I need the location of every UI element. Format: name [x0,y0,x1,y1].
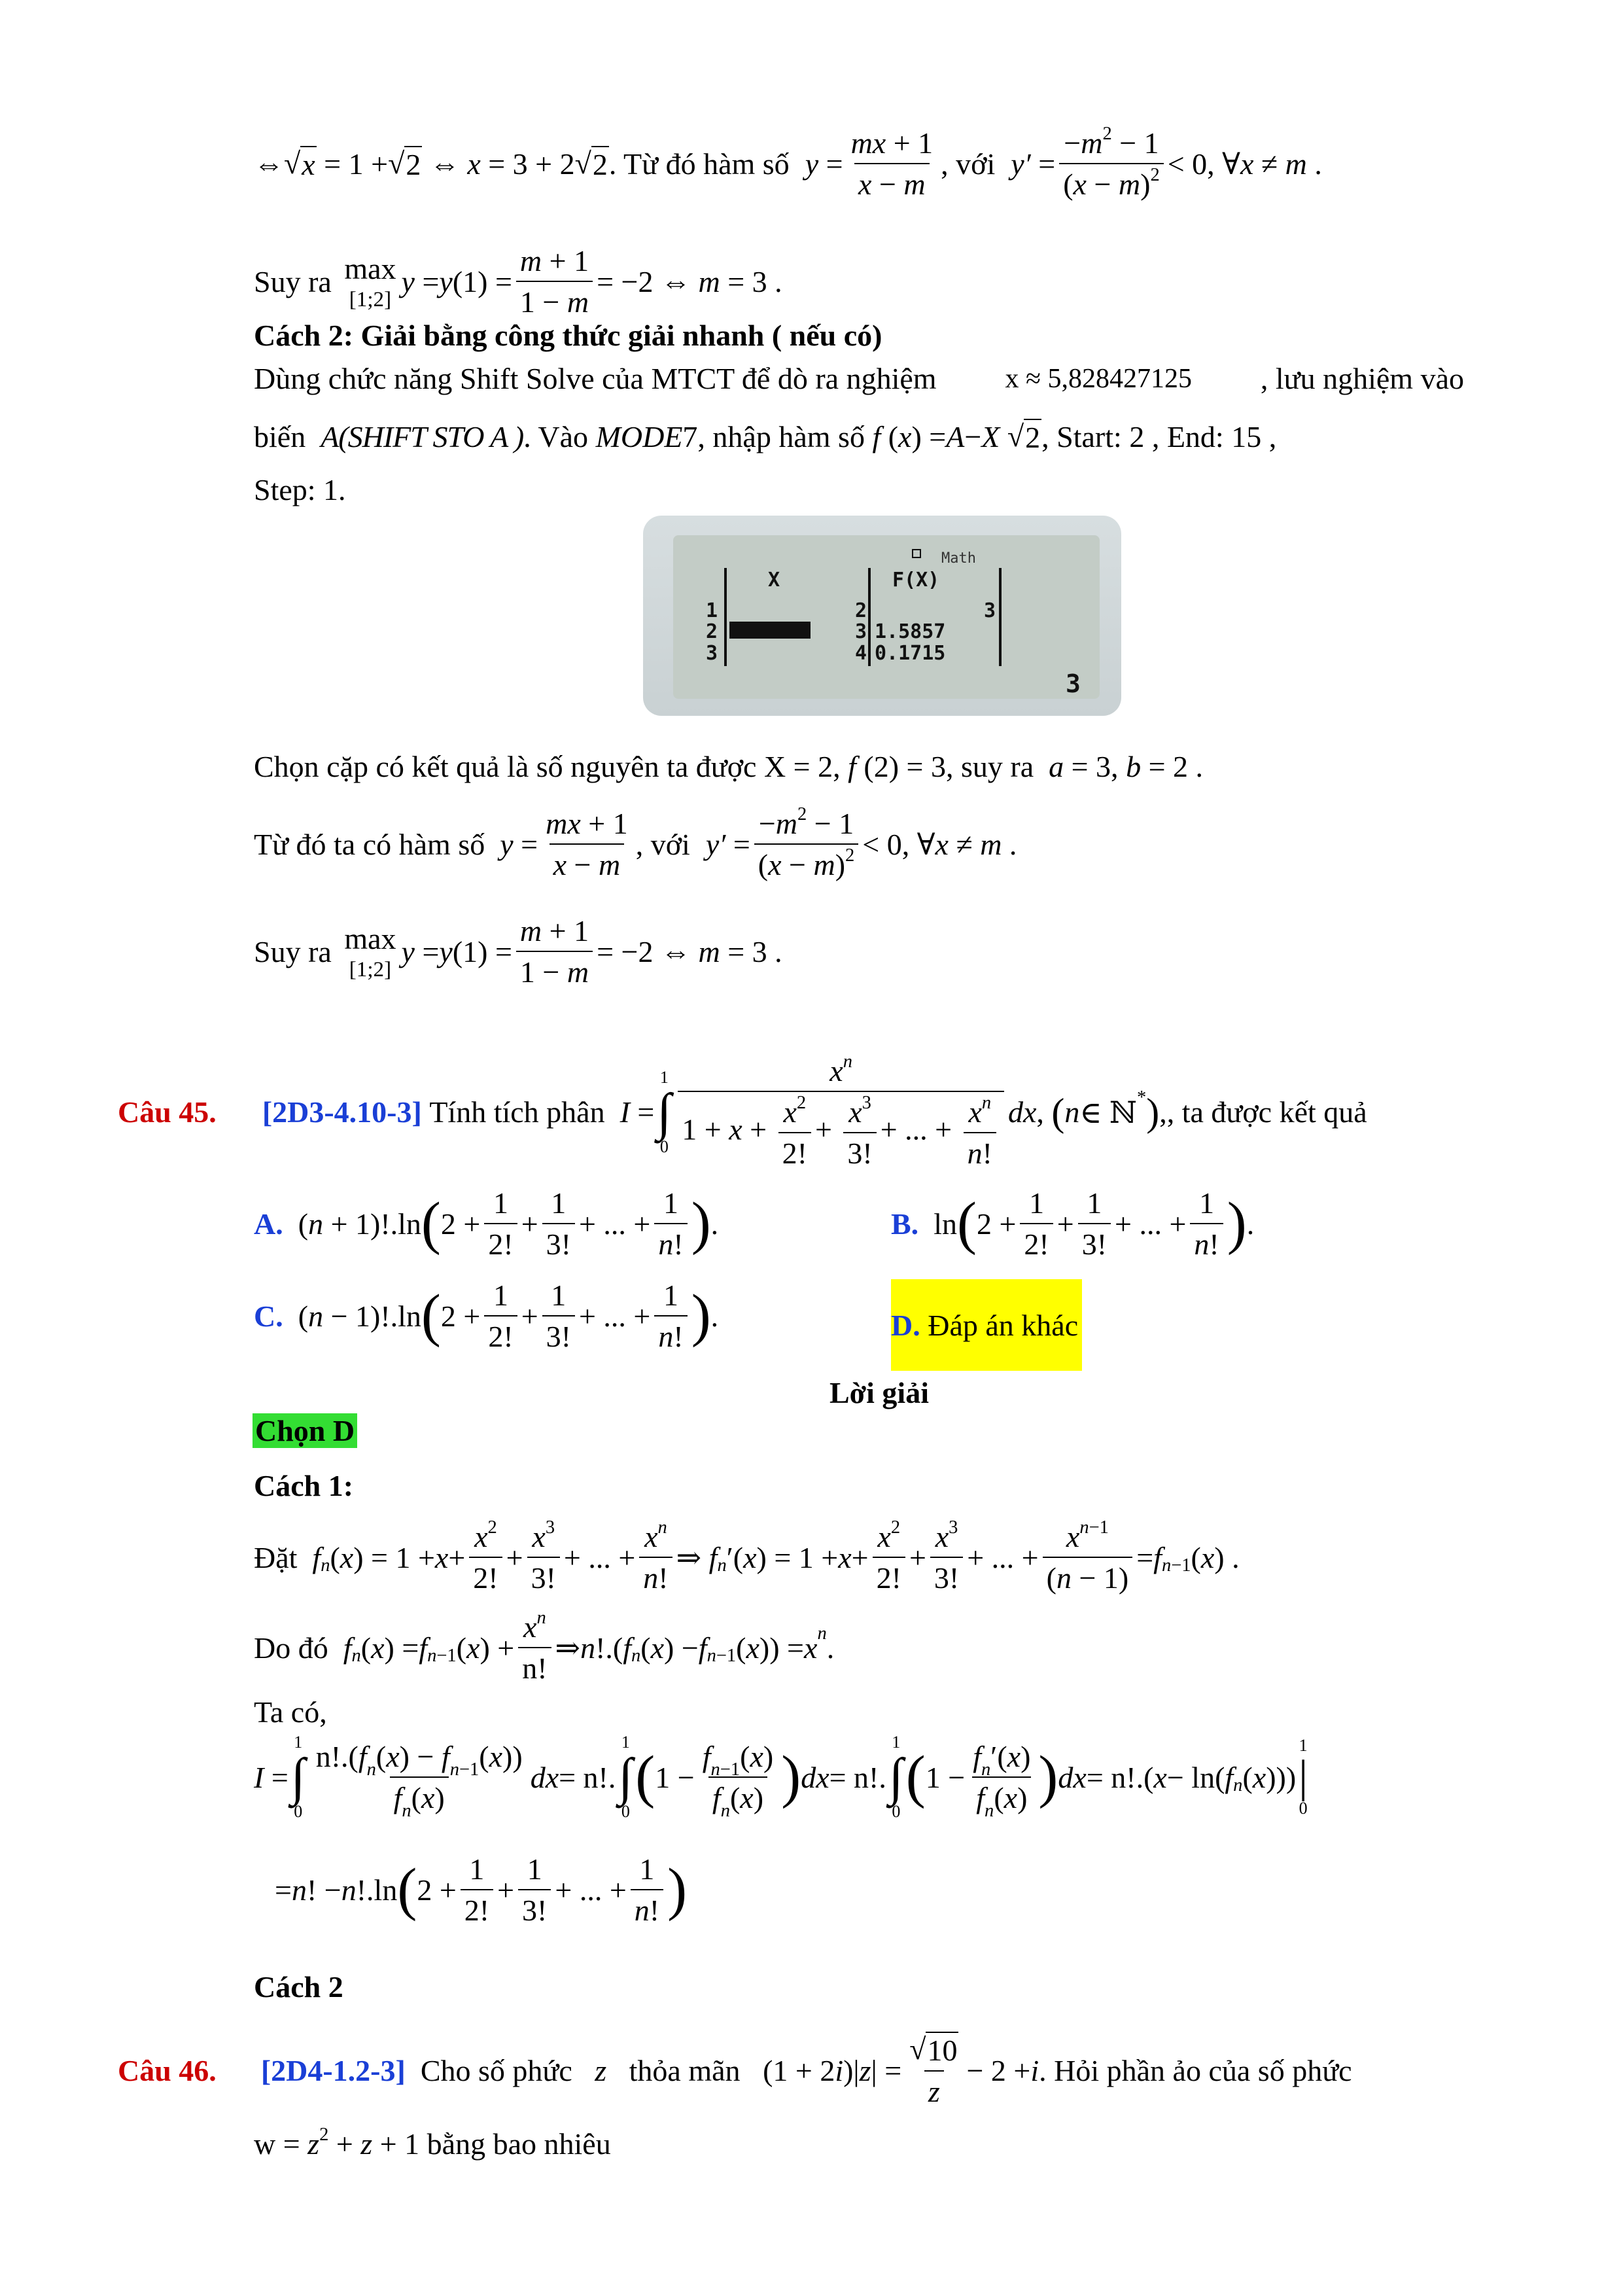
calc-row-index: 3 [706,642,718,665]
shift-solve-line [254,361,1464,396]
function-line: Từ đó ta có hàm số y = $\frac{mx + 1}{x - m}$ , với y′ = $\frac{-m^2 - 1}{(x - m)^2}$ < 0, ∀x ≠ m . [254,804,1017,881]
calc-mode-label: Math [941,550,976,567]
option-b[interactable]: B. ln ( 2 + $\frac{1}{2!}$ + $\frac{1}{3!}$ + ... + $\frac{1}{n!}$ ) . [891,1186,1255,1261]
question-number: Câu 46. [118,2053,217,2087]
root-value: x ≈ 5,828427125 [1005,363,1192,394]
text-fragment: , với [941,147,996,181]
method-2-heading: Cách 2 [254,1970,343,2004]
text-fragment: Suy ra [254,264,332,298]
question-tag: [2D3-4.10-3] [262,1095,422,1129]
calc-x-value: 3 [855,620,867,643]
text-fragment: Do đó [254,1631,328,1665]
calc-row-index: 2 [706,620,718,643]
solution-heading: Lời giải [829,1376,929,1409]
calc-cursor-highlight [729,622,811,639]
text-fragment: Suy ra [254,934,332,968]
question-tag: [2D4-1.2-3] [260,2053,406,2087]
solution-line-1: ⇔ √ x = 1 + √ 2 ⇔ x = 3 + 2 √ 2 . Từ đó hàm số y = $\frac{mx + 1}{x - m}$ , với y′ = $\frac{-m^2 - 1}{(x - m)^2}$ < 0, ∀x ≠ m . [254,123,1322,201]
calc-fx-value: 0.1715 [875,642,946,665]
method-1-heading: Cách 1: [254,1469,354,1502]
text-fragment: , Start: 2 , End: 15 , [1041,420,1277,453]
option-label: A. [254,1207,283,1241]
step-line: Step: 1. [254,473,346,506]
chosen-answer-label: Chọn D [253,1413,357,1448]
option-label: C. [254,1299,283,1333]
question-46: Câu 46. [2D4-1.2-3] Cho số phức z thỏa mãn (1 + 2 i )| z | = √ 10 z − 2 + i . Hỏi phần ảo của số phức [118,2032,1352,2108]
text-fragment: Cho số phức [420,2053,572,2087]
calculator-screenshot [643,516,1121,716]
option-label: D. [891,1308,920,1342]
calculator-screen [673,535,1100,699]
option-a[interactable]: A. (n + 1)!.ln ( 2 + $\frac{1}{2!}$ + $\frac{1}{3!}$ + ... + $\frac{1}{n!}$ ) . [254,1186,719,1261]
option-c[interactable]: C. (n − 1)!.ln ( 2 + $\frac{1}{2!}$ + $\frac{1}{3!}$ + ... + $\frac{1}{n!}$ ) . [254,1279,719,1353]
mode-text: MODE [595,420,683,453]
calc-col-fx: F(X) [892,569,940,592]
text-fragment: Dùng chức năng Shift Solve của MTCT để dò ra nghiệm [254,362,937,395]
calc-x-value: 4 [855,642,867,665]
calc-fx-value: 1.5857 [875,620,946,643]
text-fragment: biến [254,420,306,453]
solution-line-2: Suy ra max [1;2] y = y (1) = $\frac{m + 1}{1 - m}$ = −2 ⇔ m = 3 . [254,244,782,319]
calculator-display [673,535,1100,699]
text-fragment: Tính tích phân [429,1095,605,1129]
text-fragment: , ta được kết quả [1166,1095,1367,1129]
text-fragment: , với [635,827,690,861]
calc-col-x: X [768,569,780,592]
define-fn-line: Đặt f n ( x ) = 1 + x + $\frac{x^2}{2!}$ + $\frac{x^3}{3!}$ + ... + $\frac{x^n}{n!}$ ⇒ f n ′( x ) = 1 + x + $\frac{x^2}{2!}$ + $\frac{x^3}{3!}$ + ... + $\frac{x^{n-1}}{(n - 1)}$ = f n−1 ( x ) . [254,1517,1240,1595]
calc-indicator-icon [913,550,920,557]
calc-fx-value: 3 [984,599,996,622]
text-fragment: thỏa mãn [629,2053,741,2087]
question-number: Câu 45. [118,1095,217,1129]
mode-number: 7 [682,420,698,453]
text-fragment: , lưu nghiệm vào [1260,362,1464,395]
text-fragment: . Từ đó hàm số [608,147,790,181]
text-fragment: Đặt [254,1540,298,1574]
calc-result: 3 [1066,669,1081,698]
text-fragment: . Vào [523,420,589,453]
ta-co-line: Ta có, [254,1695,327,1729]
text-fragment: bằng bao nhiêu [427,2127,611,2161]
recurrence-line: Do đó f n ( x ) = f n−1 ( x ) + $\frac{x^n}{n!}$ ⇒ n !.( f n ( x ) − f n−1 ( x )) = x n . [254,1607,835,1685]
question-45: Câu 45. [2D3-4.10-3] Tính tích phân I = 1 ∫ 0 $x^n$ 1 + x + $\frac{x^2}{2!}$ + $\frac{x^3}{3!}$ + ... + $\frac{x^n}{n!}$ dx , ( n ∈ ℕ * ) , , ta được kết quả [118,1051,1367,1170]
section-title-cach-2: Cách 2: Giải bằng công thức giải nhanh ( nếu có) [254,319,882,352]
integral-derivation-line: I = 1 ∫ 0 $\frac{n!.(f_n(x) - f_{n-1}(x))}{f_n(x)}$ dx = n!. 1 ∫ 0 ( 1 − $\frac{f_{n-1}(x)}{f_n(x)}$ ) dx = n!. 1 ∫ 0 ( 1 − $\frac{f_n'(x)}{f_n(x)}$ ) dx = n!.( x − ln( f n ( x ))) 1 | 0 [254,1733,1308,1821]
option-label: B. [891,1207,919,1241]
max-line: Suy ra max [1;2] y = y (1) = $\frac{m + 1}{1 - m}$ = −2 ⇔ m = 3 . [254,914,782,989]
text-fragment: Chọn cặp có kết quả là số nguyên ta được [254,750,757,783]
integer-pair-line: Chọn cặp có kết quả là số nguyên ta được X = 2, f (2) = 3, suy ra a = 3, b = 2 . [254,750,1204,783]
option-d[interactable] [891,1279,1082,1371]
question-46-line-2: $w = z^2 + z + 1$ bằng bao nhiêu [254,2124,611,2161]
calc-x-value: 2 [855,599,867,622]
option-text: Đáp án khác [928,1308,1079,1342]
calc-row-index: 1 [706,599,718,622]
text-fragment: , nhập hàm số [697,420,865,453]
shift-sto-text: A(SHIFT STO A ) [321,420,524,453]
variable-store-line: biến A(SHIFT STO A ) . Vào MODE 7 , nhập hàm số f ( x ) = A − X √ 2 , Start: 2 , End: 15 , [254,419,1277,454]
text-fragment: Từ đó ta có hàm số [254,827,485,861]
chosen-answer [253,1413,357,1448]
integral-result-line: = n ! − n !.ln ( 2 + $\frac{1}{2!}$ + $\frac{1}{3!}$ + ... + $\frac{1}{n!}$ ) [275,1852,688,1927]
text-fragment: . Hỏi phần ảo của số phức [1039,2053,1352,2087]
